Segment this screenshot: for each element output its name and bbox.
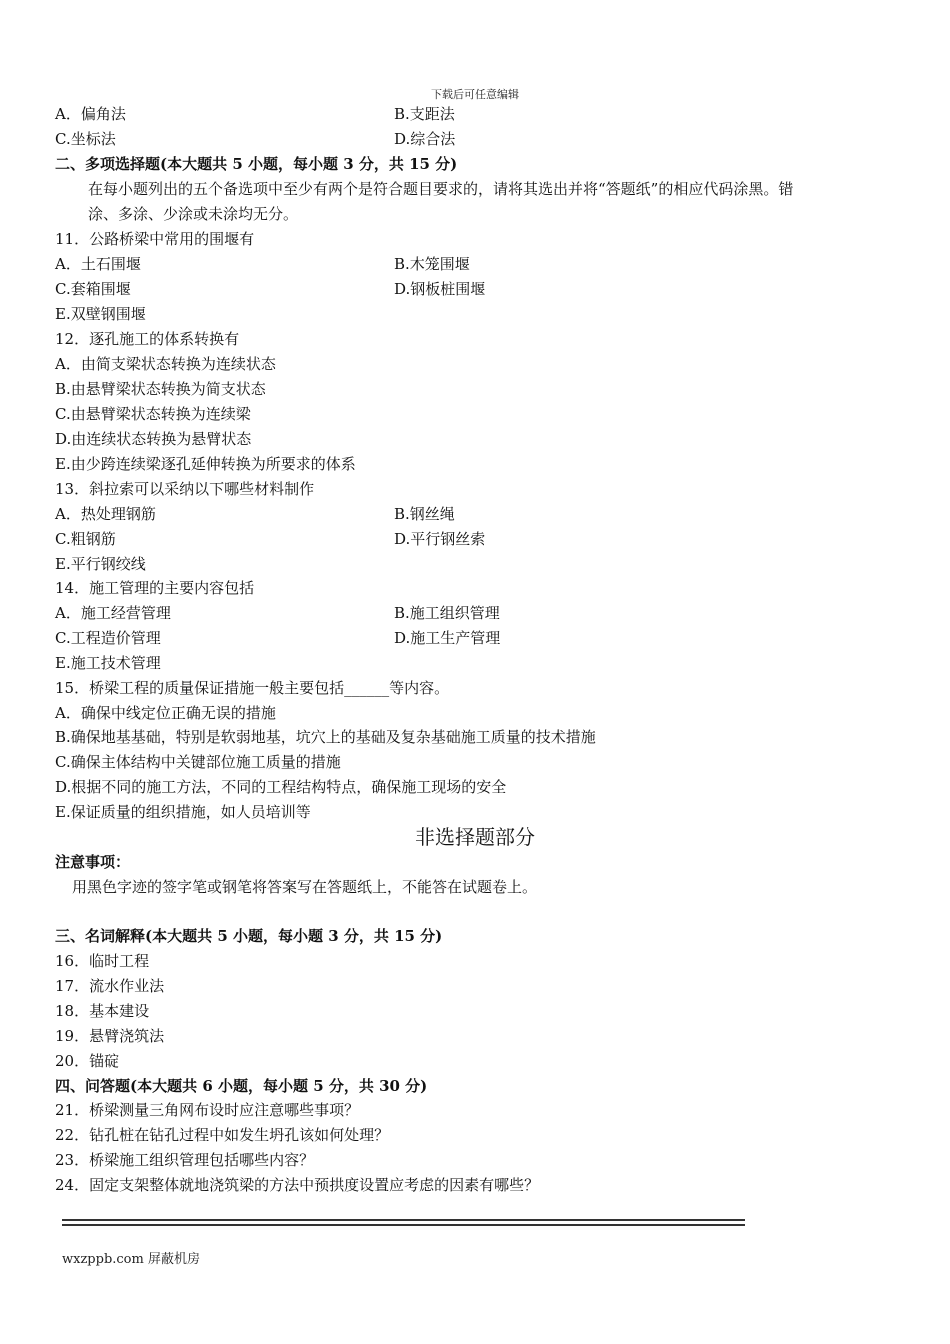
instructions-cont: 涂、多涂、少涂或未涂均无分。 <box>88 205 299 223</box>
notice-label: 注意事项： <box>55 853 131 871</box>
option-d: D.综合法 <box>394 130 456 148</box>
list-item: 23．桥梁施工组织管理包括哪些内容？ <box>55 1151 315 1169</box>
option-a: A．热处理钢筋 <box>55 505 156 523</box>
part-title: 非选择题部分 <box>415 825 535 849</box>
option-e: E.施工技术管理 <box>55 654 161 672</box>
list-item: 17．流水作业法 <box>55 977 165 995</box>
option-d: D.由连续状态转换为悬臂状态 <box>55 430 252 448</box>
list-item: 20．锚碇 <box>55 1052 120 1070</box>
question-stem: 12．逐孔施工的体系转换有 <box>55 330 240 348</box>
list-item: 24．固定支架整体就地浇筑梁的方法中预拱度设置应考虑的因素有哪些？ <box>55 1176 540 1194</box>
section-heading: 三、名词解释(本大题共 5 小题，每小题 3 分，共 15 分) <box>55 927 443 945</box>
option-a: A．由简支梁状态转换为连续状态 <box>55 355 276 373</box>
option-b: B.由悬臂梁状态转换为简支状态 <box>55 380 266 398</box>
option-b: B.施工组织管理 <box>394 604 500 622</box>
option-a: A．土石围堰 <box>55 255 141 273</box>
list-item: 18．基本建设 <box>55 1002 150 1020</box>
page-footer: wxzppb.com 屏蔽机房 <box>62 1252 200 1267</box>
question-stem: 14．施工管理的主要内容包括 <box>55 579 255 597</box>
option-b: B.确保地基基础，特别是软弱地基，坑穴上的基础及复杂基础施工质量的技术措施 <box>55 728 596 746</box>
option-c: C.坐标法 <box>55 130 116 148</box>
option-e: E.双壁钢围堰 <box>55 305 146 323</box>
list-item: 21．桥梁测量三角网布设时应注意哪些事项？ <box>55 1101 360 1119</box>
section-heading: 四、问答题(本大题共 6 小题，每小题 5 分，共 30 分) <box>55 1077 428 1095</box>
option-d: D.钢板桩围堰 <box>394 280 486 298</box>
option-c: C.工程造价管理 <box>55 629 161 647</box>
question-stem: 13．斜拉索可以采纳以下哪些材料制作 <box>55 480 315 498</box>
option-d: D.施工生产管理 <box>394 629 501 647</box>
option-e: E.保证质量的组织措施，如人员培训等 <box>55 803 311 821</box>
question-stem: 15．桥梁工程的质量保证措施一般主要包括______等内容。 <box>55 679 450 697</box>
option-c: C.由悬臂梁状态转换为连续梁 <box>55 405 251 423</box>
option-c: C.套箱围堰 <box>55 280 131 298</box>
list-item: 19．悬臂浇筑法 <box>55 1027 165 1045</box>
page-header: 下载后可任意编辑 <box>431 88 519 101</box>
option-d: D.平行钢丝索 <box>394 530 486 548</box>
option-b: B.木笼围堰 <box>394 255 470 273</box>
option-a: A．偏角法 <box>55 105 126 123</box>
instructions: 在每小题列出的五个备选项中至少有两个是符合题目要求的，请将其选出并将“答题纸”的相应代码涂黑。错 <box>88 180 794 198</box>
option-b: B.钢丝绳 <box>394 505 455 523</box>
divider <box>62 1224 745 1226</box>
option-a: A．确保中线定位正确无误的措施 <box>55 704 276 722</box>
option-a: A．施工经营管理 <box>55 604 171 622</box>
list-item: 22．钻孔桩在钻孔过程中如发生坍孔该如何处理？ <box>55 1126 390 1144</box>
option-e: E.平行钢绞线 <box>55 555 146 573</box>
option-c: C.粗钢筋 <box>55 530 116 548</box>
option-b: B.支距法 <box>394 105 455 123</box>
divider <box>62 1219 745 1221</box>
notice-text: 用黑色字迹的签字笔或钢笔将答案写在答题纸上，不能答在试题卷上。 <box>72 878 538 896</box>
option-d: D.根据不同的施工方法，不同的工程结构特点，确保施工现场的安全 <box>55 778 507 796</box>
option-e: E.由少跨连续梁逐孔延伸转换为所要求的体系 <box>55 455 356 473</box>
list-item: 16．临时工程 <box>55 952 150 970</box>
option-c: C.确保主体结构中关键部位施工质量的措施 <box>55 753 341 771</box>
question-stem: 11．公路桥梁中常用的围堰有 <box>55 230 255 248</box>
section-heading: 二、多项选择题(本大题共 5 小题，每小题 3 分，共 15 分) <box>55 155 458 173</box>
